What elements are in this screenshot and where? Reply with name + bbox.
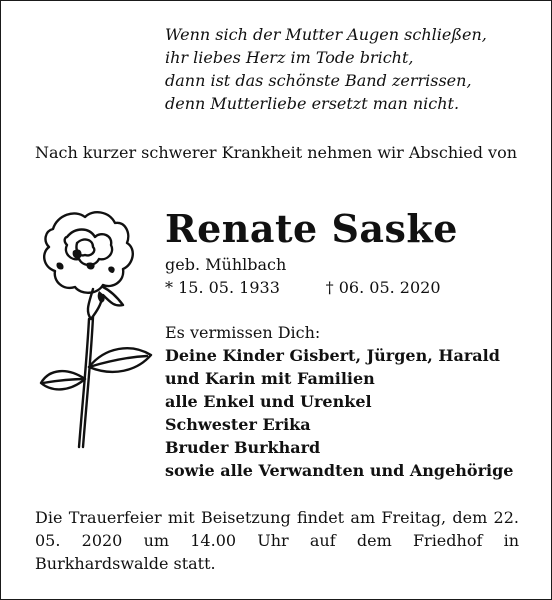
mourners-list [165,321,535,482]
intro-text: Nach kurzer schwerer Krankheit nehmen wir Abschied von [35,143,518,162]
poem-line: dann ist das schönste Band zerrissen, [165,71,472,90]
poem-line: Wenn sich der Mutter Augen schließen, [165,25,487,44]
mourner-line: Schwester Erika [165,415,311,434]
rose-icon [27,207,157,477]
deceased-name: Renate Saske [165,206,458,251]
mourner-line: Deine Kinder Gisbert, Jürgen, Harald [165,346,500,365]
poem-line: denn Mutterliebe ersetzt man nicht. [165,94,460,113]
mourners-heading: Es vermissen Dich: [165,323,321,342]
memorial-poem [165,23,535,115]
life-dates [165,276,525,299]
dates-spacer [280,278,326,297]
mourner-line: alle Enkel und Urenkel [165,392,372,411]
death-date: † 06. 05. 2020 [325,278,441,297]
funeral-service-info: Die Trauerfeier mit Beisetzung findet am Freitag, dem 22. 05. 2020 um 14.00 Uhr auf dem Friedhof in Burkhardswalde statt. [35,508,519,573]
mourner-line: und Karin mit Familien [165,369,375,388]
deceased-details [165,253,525,299]
birth-date: * 15. 05. 1933 [165,278,280,297]
mourner-line: sowie alle Verwandten und Angehörige [165,461,514,480]
birth-name: geb. Mühlbach [165,255,287,274]
mourner-line: Bruder Burkhard [165,438,321,457]
poem-line: ihr liebes Herz im Tode bricht, [165,48,414,67]
